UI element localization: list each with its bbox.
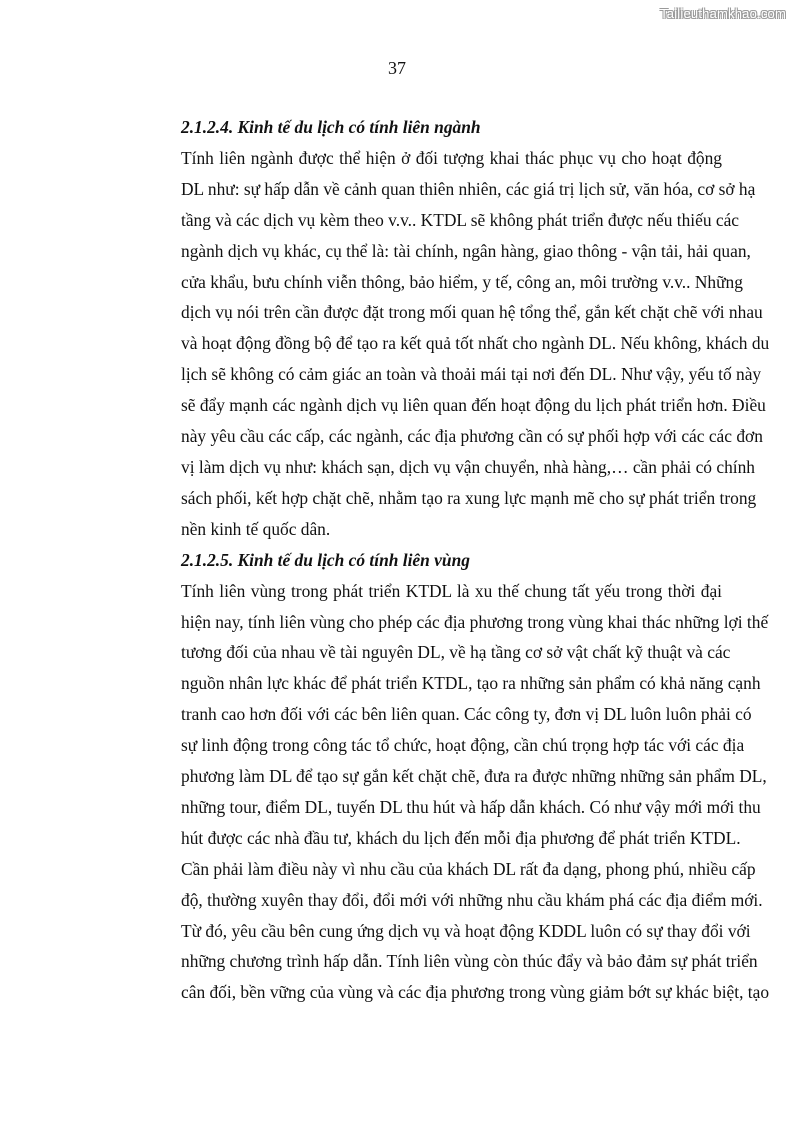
watermark-text: Tailieuthamkhao.com [660,6,786,21]
text-line: dịch vụ nói trên cần được đặt trong mối quan hệ tổng thể, gắn kết chặt chẽ với nhau [181,302,763,323]
text-line: vị làm dịch vụ như: khách sạn, dịch vụ vận chuyển, nhà hàng,… cần phải có chính [181,456,755,477]
text-line: cửa khẩu, bưu chính viễn thông, bảo hiểm, y tế, công an, môi trường v.v.. Những [181,271,743,292]
text-line: những tour, điểm DL, tuyến DL thu hút và hấp dẫn khách. Có như vậy mới mới thu [181,796,761,817]
document-body [136,112,770,1008]
text-line: nguồn nhân lực khác để phát triển KTDL, tạo ra những sản phẩm có khả năng cạnh [181,673,761,694]
text-line: sách phối, kết hợp chặt chẽ, nhằm tạo ra xung lực mạnh mẽ cho sự phát triển trong [181,487,757,508]
section-heading-2-1-2-5: 2.1.2.5. Kinh tế du lịch có tính liên vùng [181,549,470,570]
text-line: độ, thường xuyên thay đổi, đổi mới với những nhu cầu khám phá các địa điểm mới. [181,889,763,910]
text-line: hiện nay, tính liên vùng cho phép các địa phương trong vùng khai thác những lợi thế [181,611,769,632]
section-paragraph-2-1-2-4 [136,143,770,545]
text-line: tương đối của nhau về tài nguyên DL, về hạ tầng cơ sở vật chất kỹ thuật và các [181,642,731,663]
text-line: Tính liên vùng trong phát triển KTDL là xu thế chung tất yếu trong thời đại [181,580,722,601]
text-line: sẽ đẩy mạnh các ngành dịch vụ liên quan đến hoạt động du lịch phát triển hơn. Điều [181,395,766,416]
text-line: hút được các nhà đầu tư, khách du lịch đến mỗi địa phương để phát triển KTDL. [181,827,741,848]
text-line: phương làm DL để tạo sự gắn kết chặt chẽ, đưa ra được những những sản phẩm DL, [181,766,767,787]
text-line: sự linh động trong công tác tổ chức, hoạt động, cần chú trọng hợp tác với các địa [181,735,745,756]
text-line: Tính liên ngành được thể hiện ở đối tượng khai thác phục vụ cho hoạt động [181,147,722,168]
text-line: Từ đó, yêu cầu bên cung ứng dịch vụ và hoạt động KDDL luôn có sự thay đổi với [181,920,751,941]
page-number: 37 [388,58,406,78]
text-line: và hoạt động đồng bộ để tạo ra kết quả tốt nhất cho ngành DL. Nếu không, khách du [181,333,770,354]
text-line: những chương trình hấp dẫn. Tính liên vùng còn thúc đẩy và bảo đảm sự phát triển [181,951,758,972]
text-line: này yêu cầu các cấp, các ngành, các địa phương cần có sự phối hợp với các các đơn [181,426,763,447]
section-paragraph-2-1-2-5 [136,576,770,1009]
text-line: ngành dịch vụ khác, cụ thể là: tài chính, ngân hàng, giao thông - vận tải, hải quan, [181,240,751,261]
text-line: nền kinh tế quốc dân. [181,518,331,539]
text-line: tầng và các dịch vụ kèm theo v.v.. KTDL sẽ không phát triển được nếu thiếu các [181,209,740,230]
text-line: cân đối, bền vững của vùng và các địa phương trong vùng giảm bớt sự khác biệt, tạo [181,982,770,1003]
section-heading-2-1-2-4: 2.1.2.4. Kinh tế du lịch có tính liên ngành [181,117,481,137]
text-line: DL như: sự hấp dẫn về cảnh quan thiên nhiên, các giá trị lịch sử, văn hóa, cơ sở hạ [181,178,756,199]
text-line: Cần phải làm điều này vì nhu cầu của khách DL rất đa dạng, phong phú, nhiều cấp [181,858,756,879]
text-line: tranh cao hơn đối với các bên liên quan. Các công ty, đơn vị DL luôn luôn phải có [181,704,752,725]
text-line: lịch sẽ không có cảm giác an toàn và thoải mái tại nơi đến DL. Như vậy, yếu tố này [181,364,762,385]
